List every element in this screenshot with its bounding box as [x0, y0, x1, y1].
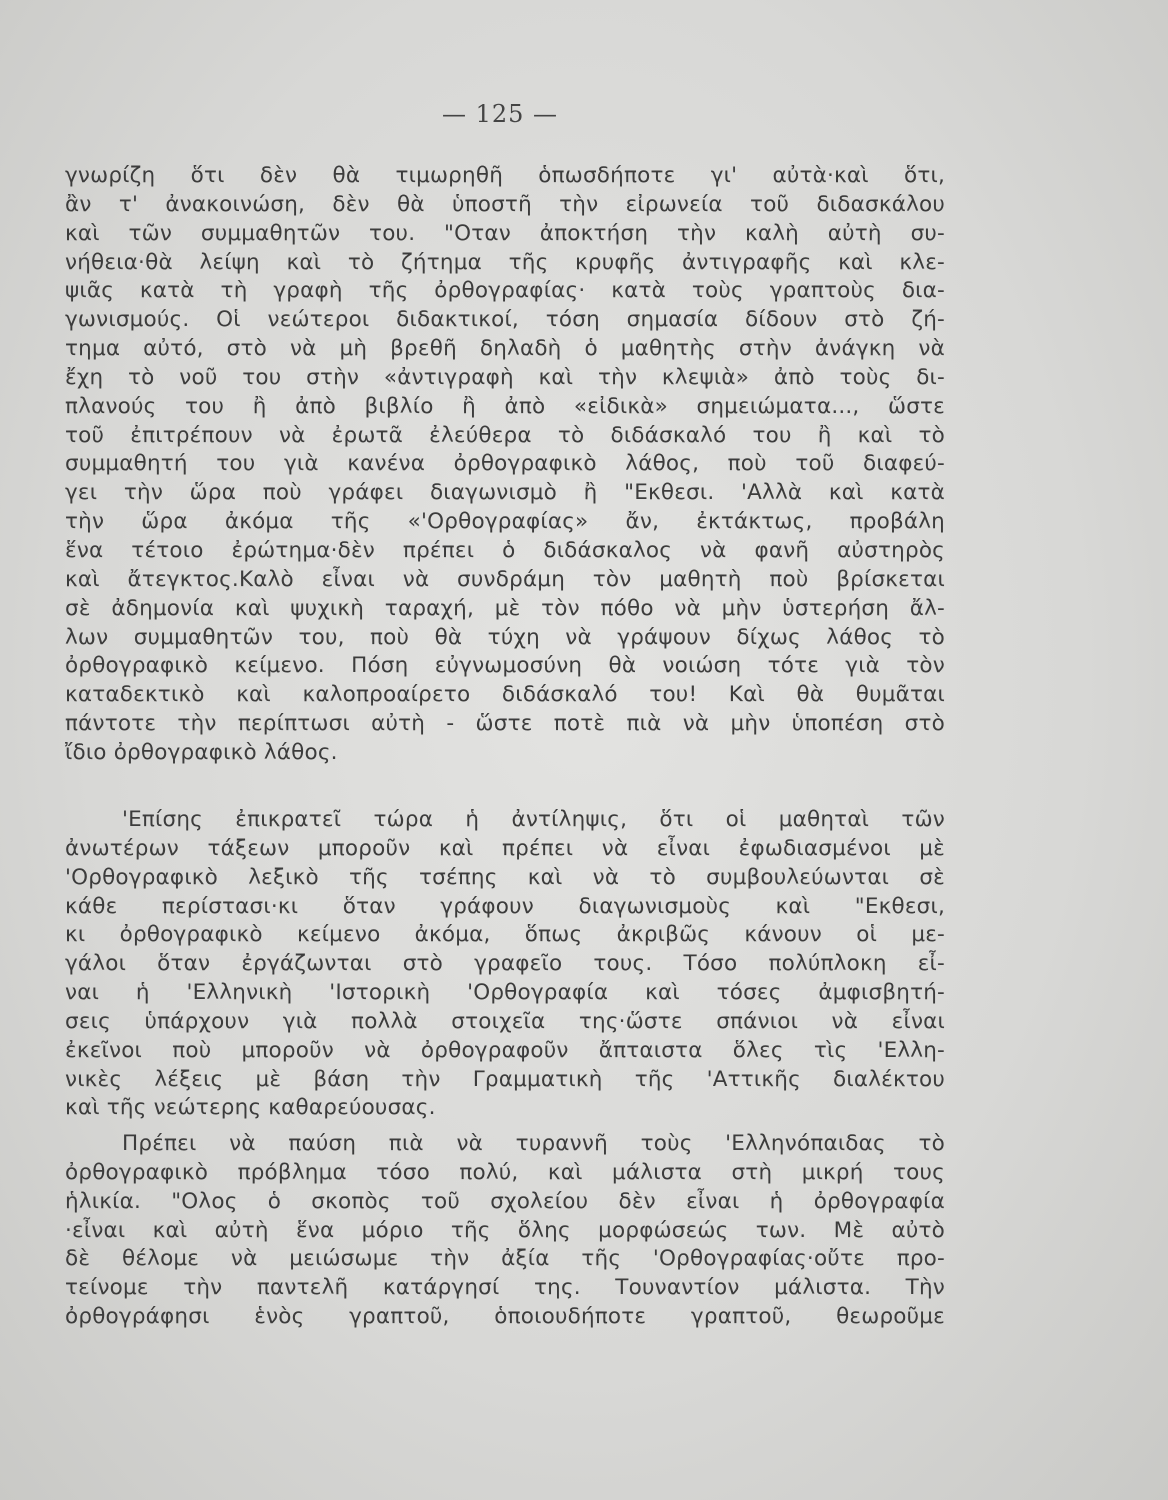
- text-line: ἕνα τέτοιο ἐρώτημα·δὲν πρέπει ὁ διδάσκαλος νὰ φανῆ αὐστηρὸς: [65, 537, 945, 563]
- text-line: λων συμμαθητῶν του, ποὺ θὰ τύχη νὰ γράψουν δίχως λάθος τὸ: [65, 624, 945, 650]
- text-line: ἀνωτέρων τάξεων μποροῦν καὶ πρέπει νὰ εἶναι ἐφωδιασμένοι μὲ: [65, 835, 945, 861]
- text-line: νήθεια·θὰ λείψη καὶ τὸ ζήτημα τῆς κρυφῆς ἀντιγραφῆς καὶ κλε-: [65, 249, 945, 275]
- text-line: ψιᾶς κατὰ τὴ γραφὴ τῆς ὀρθογραφίας· κατὰ τοὺς γραπτοὺς δια-: [65, 278, 945, 304]
- text-line: 'Ορθογραφικὸ λεξικὸ τῆς τσέπης καὶ νὰ τὸ συμβουλεύωνται σὲ: [65, 864, 945, 890]
- text-line: γωνισμούς. Οἱ νεώτεροι διδακτικοί, τόση σημασία δίδουν στὸ ζή-: [65, 307, 945, 333]
- text-line: τοῦ ἐπιτρέπουν νὰ ἐρωτᾶ ἐλεύθερα τὸ διδάσκαλό του ἢ καὶ τὸ: [65, 422, 945, 448]
- text-line: γει τὴν ὥρα ποὺ γράφει διαγωνισμὸ ἢ "Εκθεσι. 'Αλλὰ καὶ κατὰ: [65, 480, 945, 506]
- text-line: ἐκεῖνοι ποὺ μποροῦν νὰ ὀρθογραφοῦν ἄπταιστα ὅλες τὶς 'Ελλη-: [65, 1037, 945, 1063]
- text-line: τὴν ὥρα ἀκόμα τῆς «'Ορθογραφίας» ἄν, ἐκτάκτως, προβάλη: [65, 509, 945, 535]
- text-line: γάλοι ὅταν ἐργάζωνται στὸ γραφεῖο τους. Τόσο πολύπλοκη εἶ-: [65, 951, 945, 977]
- paragraph-3: [65, 1130, 945, 1332]
- text-line: συμμαθητή του γιὰ κανένα ὀρθογραφικὸ λάθος, ποὺ τοῦ διαφεύ-: [65, 451, 945, 477]
- text-line: κι ὀρθογραφικὸ κείμενο ἀκόμα, ὅπως ἀκριβῶς κάνουν οἱ με-: [65, 922, 945, 948]
- text-line: νικὲς λέξεις μὲ βάση τὴν Γραμματικὴ τῆς 'Αττικῆς διαλέκτου: [65, 1066, 945, 1092]
- text-line: Πρέπει νὰ παύση πιὰ νὰ τυραννῆ τοὺς 'Ελληνόπαιδας τὸ: [122, 1131, 945, 1156]
- text-line: πάντοτε τὴν περίπτωσι αὐτὴ - ὥστε ποτὲ πιὰ νὰ μὴν ὑποπέση στὸ: [65, 711, 945, 737]
- text-line: ναι ἡ 'Ελληνικὴ 'Ιστορικὴ 'Ορθογραφία καὶ τόσες ἀμφισβητή-: [65, 980, 945, 1006]
- text-line: 'Επίσης ἐπικρατεῖ τώρα ἡ ἀντίληψις, ὅτι οἱ μαθηταὶ τῶν: [122, 807, 945, 832]
- paragraph-1: [65, 162, 945, 768]
- text-line: πλανούς του ἢ ἀπὸ βιβλίο ἢ ἀπὸ «εἰδικὰ» σημειώματα..., ὥστε: [65, 393, 945, 419]
- text-line: καὶ τῆς νεώτερης καθαρεύουσας.: [65, 1095, 436, 1121]
- paragraph-2: [65, 806, 945, 1123]
- text-line: σὲ ἀδημονία καὶ ψυχικὴ ταραχή, μὲ τὸν πόθο νὰ μὴν ὑστερήση ἄλ-: [65, 595, 945, 621]
- text-line: ἡλικία. "Ολος ὁ σκοπὸς τοῦ σχολείου δὲν εἶναι ἡ ὀρθογραφία: [65, 1188, 945, 1214]
- text-line: ὀρθογραφικὸ πρόβλημα τόσο πολύ, καὶ μάλιστα στὴ μικρή τους: [65, 1159, 945, 1185]
- page-number: — 125 —: [441, 100, 559, 128]
- text-line: καταδεκτικὸ καὶ καλοπροαίρετο διδάσκαλό του! Καὶ θὰ θυμᾶται: [65, 682, 945, 708]
- text-line: δὲ θέλομε νὰ μειώσωμε τὴν ἀξία τῆς 'Ορθογραφίας·οὔτε προ-: [65, 1246, 945, 1272]
- text-line: σεις ὑπάρχουν γιὰ πολλὰ στοιχεῖα της·ὥστε σπάνιοι νὰ εἶναι: [65, 1008, 945, 1034]
- text-line: τείνομε τὴν παντελῆ κατάργησί της. Τουναντίον μάλιστα. Τὴν: [65, 1275, 945, 1301]
- text-line: ·εἶναι καὶ αὐτὴ ἕνα μόριο τῆς ὅλης μορφώσεώς των. Μὲ αὐτὸ: [65, 1217, 945, 1243]
- text-line: ἂν τ' ἀνακοινώση, δὲν θὰ ὑποστῆ τὴν εἰρωνεία τοῦ διδασκάλου: [65, 191, 945, 217]
- text-line: καὶ ἄτεγκτος.Καλὸ εἶναι νὰ συνδράμη τὸν μαθητὴ ποὺ βρίσκεται: [65, 566, 945, 592]
- text-line: ὀρθογράφησι ἑνὸς γραπτοῦ, ὁποιουδήποτε γραπτοῦ, θεωροῦμε: [65, 1304, 945, 1330]
- text-line: καὶ τῶν συμμαθητῶν του. "Οταν ἀποκτήση τὴν καλὴ αὐτὴ συ-: [65, 220, 945, 246]
- text-line: γνωρίζη ὅτι δὲν θὰ τιμωρηθῆ ὁπωσδήποτε γι' αὐτὰ·καὶ ὅτι,: [65, 163, 945, 188]
- text-line: ἴδιο ὀρθογραφικὸ λάθος.: [65, 739, 338, 765]
- text-line: τημα αὐτό, στὸ νὰ μὴ βρεθῆ δηλαδὴ ὁ μαθητὴς στὴν ἀνάγκη νὰ: [65, 336, 945, 362]
- text-line: ἔχη τὸ νοῦ του στὴν «ἀντιγραφὴ καὶ τὴν κλεψιὰ» ἀπὸ τοὺς δι-: [65, 364, 945, 390]
- text-line: ὀρθογραφικὸ κείμενο. Πόση εὐγνωμοσύνη θὰ νοιώση τότε γιὰ τὸν: [65, 653, 945, 679]
- text-line: κάθε περίστασι·κι ὅταν γράφουν διαγωνισμοὺς καὶ "Εκθεσι,: [65, 893, 945, 919]
